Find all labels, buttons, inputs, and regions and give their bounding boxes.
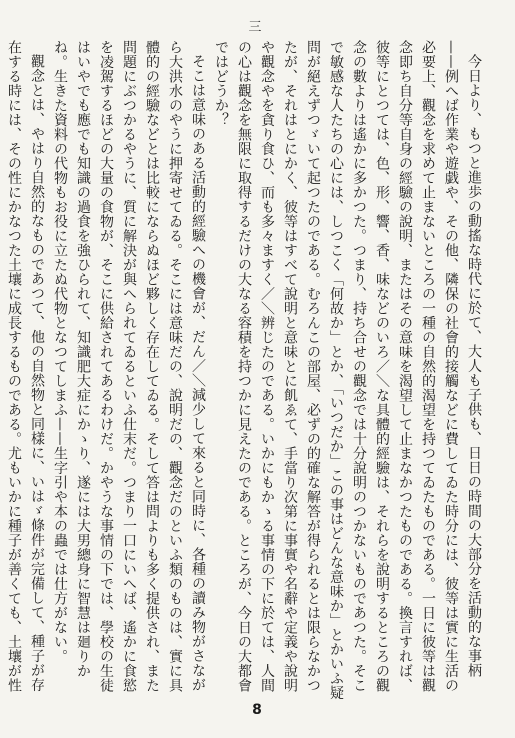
header-page-number: 三 (248, 20, 264, 35)
paragraph-1: 今日より、もつと進歩の動搖な時代に於て、大人も子供も、日日の時間の大部分を活動的な事柄——例へば作業や遊戯や、その他、隣保の社會的接觸などに費してゐた時分には、彼等は實に生活の必要上、觀念を求めて止まないところの一種の自然的渴望を持つてゐたものである。一日に彼等は觀念即ち自分等自身の經驗の說明、またはその意味を渴望して止まなかつたものである。換言すれば、彼等にとつては、色、形、響、香、味などのいろ／＼な具體的經驗は、それらを說明するところの觀念の數よりは遙かに多かつた。つまり、持ち合せの觀念では十分說明のつかないものであつた。そこで敏感な人たちの心には、しつこく「何故か」とか、「いつだか」この事はどんな意味か」とかいふ疑問が絕えずつゞいて起つたのである。むろんこの部屋、必ずの的確な解答が得られるとは限らなかつたが、それはとにかく、彼等はすべて說明と意味とに飢ゑて、手當り次第に事實や名辭や定義や說明や觀念やを貪り食ひ、而も多々ますく／＼辨じたのである。いかにもかゝる事情の下に於ては、人間の心は觀念を無限に取得するだけの大なる容積を持つかに見えたのである。ところが、今日の大都會ではどうか？ (213, 40, 482, 700)
paragraph-2: そこは意味のある活動的經驗への機會が、だん／＼減少して來ると同時に、各種の讀み物がさながら大洪水のやうに押寄せてゐる。そこには意味だの、說明だの、觀念だのといふ類のものは、實に具體的の經驗などとは比較にならぬほど夥しく存在してゐる。そして答は問よりも多く提供され、また問題にぶつかるやうに、質に解決が與へられてゐるといふ仕末だ。つまり一口にいへば、遙かに食慾を凌駕するほどの大量の食物が、そこに供給されてあるわけだ。かやうな事情の下では、學校の生徒はいやでも應でも知識の過食を強ひられて、知識肥大症にかゝり、遂には大男總身に智慧は廻りかね。生きた資料の代物もお役に立たぬ代物となつてしまふ——生字引や本の蟲では仕方がない。 (52, 40, 206, 693)
footer-page-number: 8 (252, 702, 262, 718)
body-text (6, 40, 485, 700)
paragraph-3: 觀念とは、やはり自然的なものであつて、他の自然物と同樣に、いはゞ條件が完備して、種子が存在する時には、その性にかなつた土壤に成長するものである。尤もいかに種子が善くても、土壤が性 (6, 40, 45, 693)
